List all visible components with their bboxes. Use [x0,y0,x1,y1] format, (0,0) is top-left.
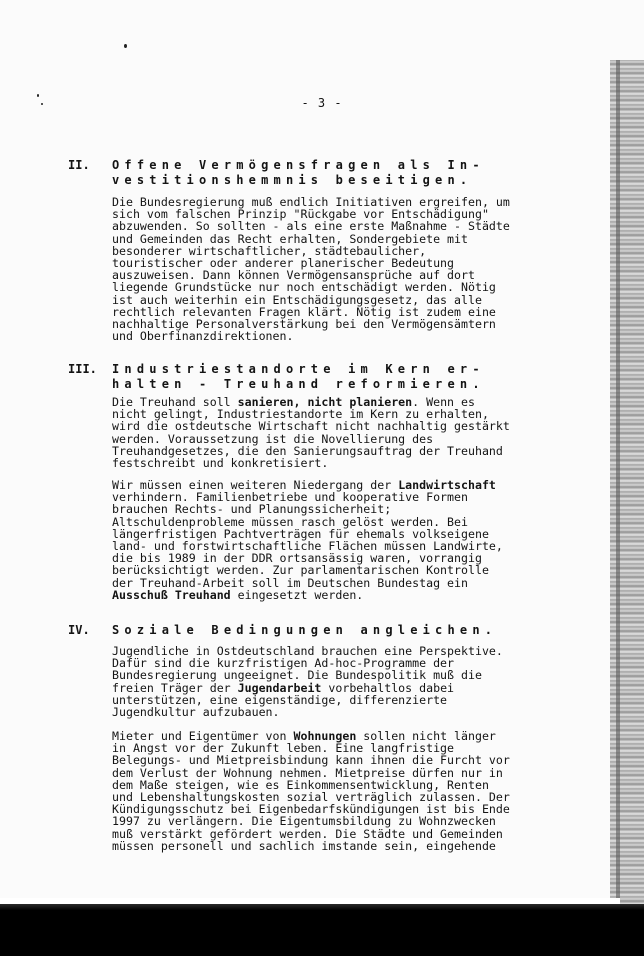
text-run: Jugendliche in Ostdeutschland brauchen eine Perspektive. Dafür sind die kurzfristigen Ad-hoc-Programme der Bundesregierung ungeeignet. Die Bundespolitik muß die freien Träger der [112,644,503,695]
section-heading-line: Offene Vermögensfragen als In- [112,158,485,172]
text-run: eingesetzt werden. [230,587,364,602]
section-heading [112,158,512,188]
text-run: vorbehaltlos dabei unterstützen, eine eigenständige, differenzierte Jugendkultur aufzubauen. [112,680,455,720]
emphasis-text: Jugendarbeit [237,680,322,695]
text-run: Mieter und Eigentümer von [112,729,294,743]
emphasis-text: Wohnungen [293,729,357,743]
paragraph [112,396,512,469]
page-number: - 3 - [301,96,343,110]
emphasis-text: Landwirtschaft [398,478,496,492]
section-number: II. [68,158,90,172]
text-run: . Wenn es nicht gelingt, Industriestandorte im Kern zu erhalten, wird die ostdeutsche Wirtschaft nicht nachhaltig gestärkt werden. Voraussetzung ist die Novellierung des Treuhandgesetzes, die den Sanierungsauftrag der Treuhand festschreibt und konkretisiert. [112,395,510,471]
section-heading-line: Industriestandorte im Kern er- [112,362,485,376]
emphasis-text: sanieren, nicht planieren [237,395,413,409]
section-heading [112,362,512,392]
text-run: verhindern. Familienbetriebe und kooperative Formen brauchen Rechts- und Planungssicherheit; Altschuldenprobleme müssen rasch gelöst werden. Bei längerfristigen Pachtverträgen für ehemals volkseigene land- und forstwirtschaftliche Flächen müssen Landwirte, die bis 1989 in der DDR ortsansässig waren, vorrangig berücksichtigt werden. Zur parlamentarischen Kontrolle der Treuhand-Arbeit soll im Deutschen Bundestag ein [112,490,503,590]
paragraph [112,645,512,718]
section-heading-line: vestitionshemmnis beseitigen. [112,173,473,187]
section-number: III. [68,362,97,376]
section-heading [112,623,512,638]
scan-bottom-gap [0,898,620,904]
section-number: IV. [68,623,90,637]
text-run: Die Treuhand soll [112,395,238,409]
scan-bottom-border [0,904,644,956]
text-run: Wir müssen einen weiteren Niedergang der [112,478,399,492]
text-run: sollen nicht länger in Angst vor der Zukunft leben. Eine langfristige Belegungs- und Mietpreisbindung kann ihnen die Furcht vor dem Verlust der Wohnung nehmen. Mietpreise dürfen nur in dem Maße steigen, wie es Einkommensentwicklung, Renten und Lebenshaltungskosten sozial verträglich zulassen. Der Kündigungsschutz bei Eigenbedarfskündigungen ist bis Ende 1997 zu verlängern. Die Eigentumsbildung zu Wohnzwecken muß verstärkt gefördert werden. Die Städte und Gemeinden müssen personell und sachlich imstande sein, eingehende [112,729,510,853]
paragraph [112,479,512,601]
paragraph: Die Bundesregierung muß endlich Initiativen ergreifen, um sich vom falschen Prinzip "Rückgabe vor Entschädigung" abzuwenden. So sollten - als eine erste Maßnahme - Städte und Gemeinden das Recht erhalten, Sondergebiete mit besonderer wirtschaftlicher, städtebaulicher, touristischer oder anderer planerischer Bedeutung auszuweisen. Dann können Vermögensansprüche auf dort liegende Grundstücke nur noch entschädigt werden. Nötig ist auch weiterhin ein Entschädigungsgesetz, das alle rechtlich relevanten Fragen klärt. Nötig ist zudem eine nachhaltige Personalverstärkung bei den Vermögensämtern und Oberfinanzdirektionen. [112,195,510,344]
section-heading-line: Soziale Bedingungen angleichen. [112,623,498,637]
emphasis-text: Ausschuß Treuhand [112,587,231,602]
paragraph [112,730,512,852]
scan-speck [124,44,127,48]
scan-edge-line [616,60,620,956]
section-heading-line: halten - Treuhand reformieren. [112,377,485,391]
